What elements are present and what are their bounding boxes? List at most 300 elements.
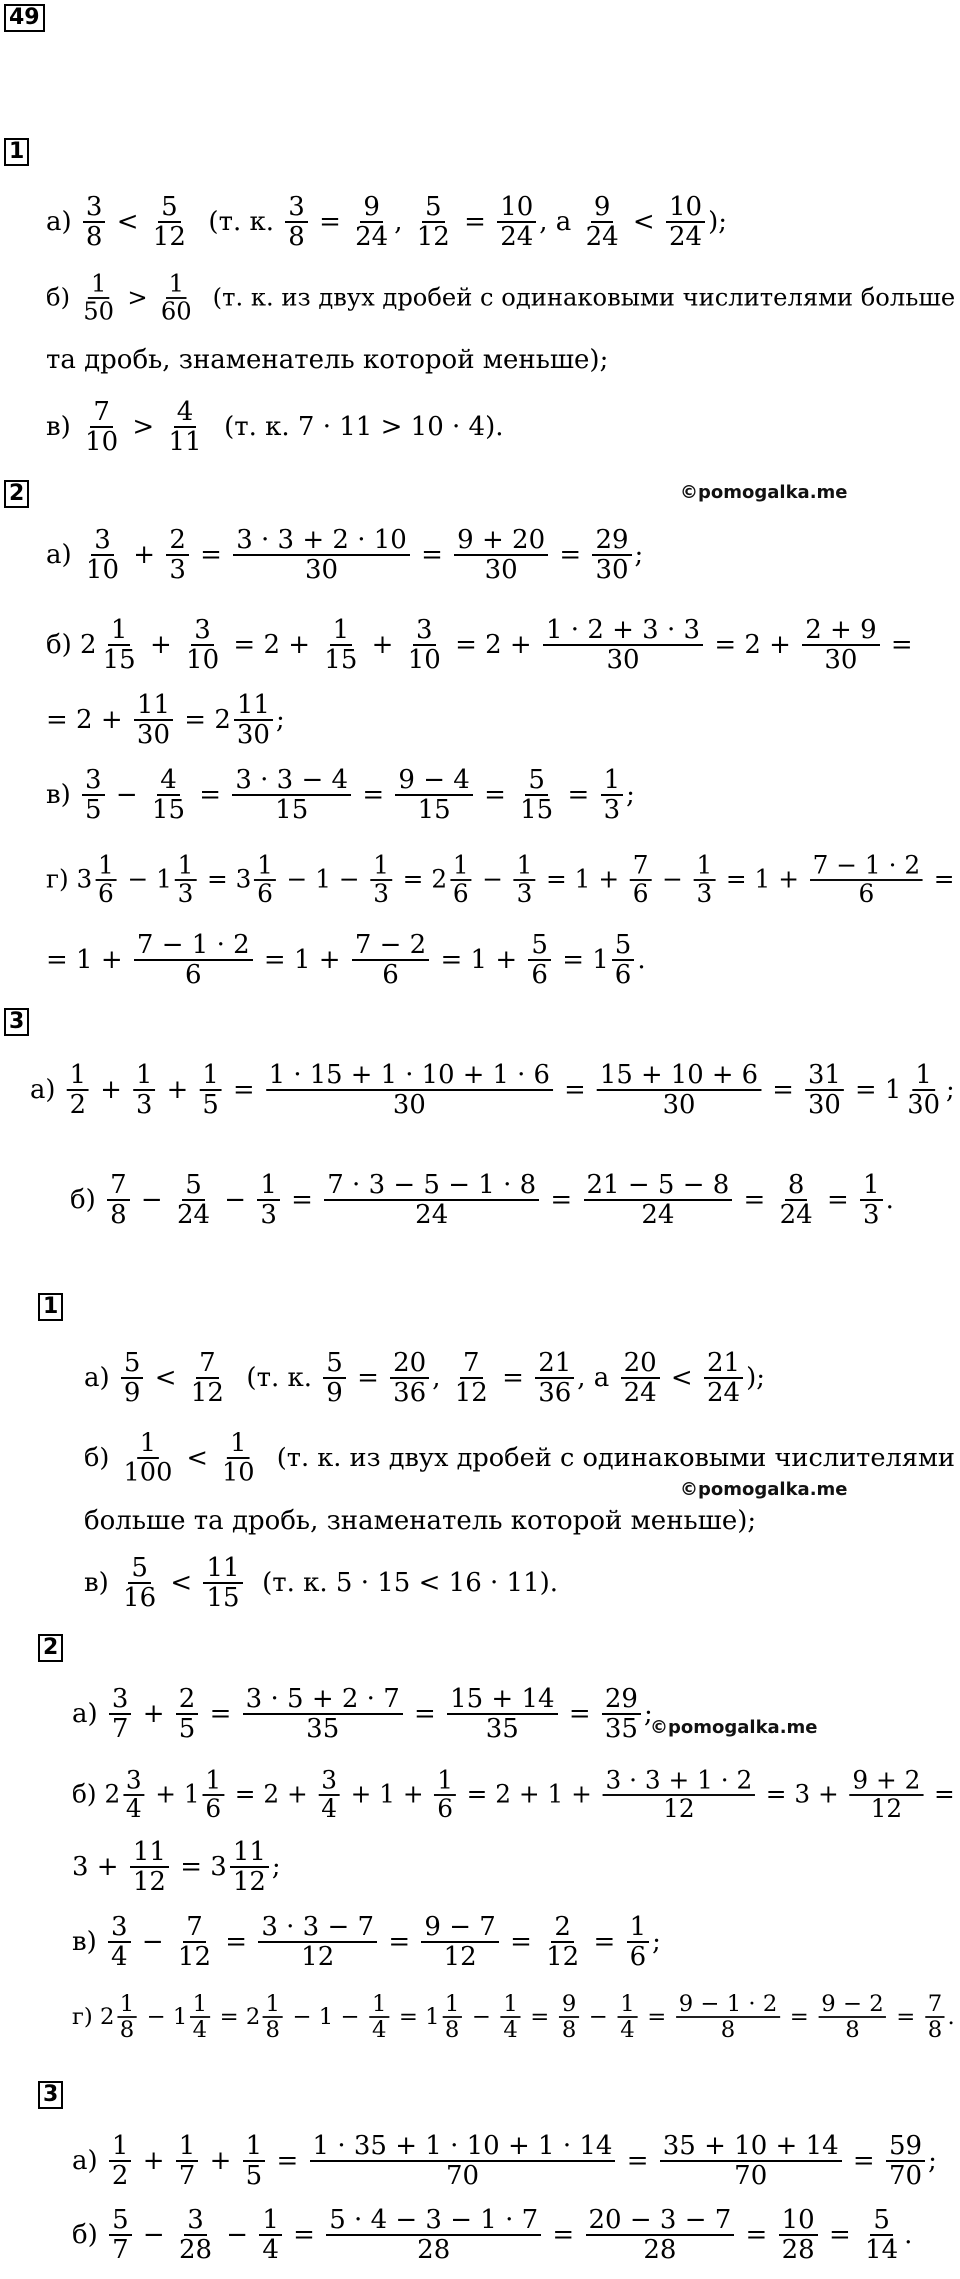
fraction-denominator: 15: [275, 795, 309, 825]
fraction-numerator: 7: [925, 1992, 945, 2018]
fraction-numerator: 1: [514, 852, 536, 881]
fraction-denominator: 7: [178, 2161, 196, 2191]
fraction-numerator: 1 · 15 + 1 · 10 + 1 · 6: [266, 1061, 553, 1091]
math-text: .: [637, 945, 646, 975]
fraction-denominator: 6: [614, 960, 632, 990]
math-text: =: [380, 1927, 419, 1957]
fraction-denominator: 4: [125, 1795, 142, 1824]
fraction: [109, 2132, 132, 2190]
math-text: ,: [432, 1363, 449, 1393]
fraction: [583, 193, 622, 251]
fraction-denominator: 6: [98, 880, 114, 909]
math-text: (т. к. 5 · 15 < 16 · 11).: [245, 1568, 559, 1598]
fraction-denominator: 10: [186, 645, 220, 675]
math-line: [84, 1428, 955, 1487]
fraction: [514, 852, 536, 907]
math-text: =: [475, 780, 515, 810]
math-text: − 1 −: [278, 865, 368, 895]
fraction-denominator: 8: [720, 2017, 736, 2044]
fraction: [230, 1838, 269, 1896]
fraction-numerator: 31: [805, 1061, 844, 1091]
fraction: [266, 1061, 553, 1119]
fraction: [528, 931, 551, 989]
math-text: б) 2: [46, 630, 97, 660]
fraction-numerator: 21: [535, 1349, 574, 1379]
fraction-numerator: 3 · 5 + 2 · 7: [243, 1685, 403, 1715]
fraction: [390, 1349, 429, 1407]
fraction-numerator: 1: [203, 1767, 224, 1796]
math-line: [46, 690, 285, 750]
math-text: =: [284, 2220, 324, 2250]
fraction-numerator: 7: [183, 1913, 206, 1943]
fraction-denominator: 15: [324, 645, 358, 675]
fraction: [150, 193, 189, 251]
math-line: [72, 1766, 955, 1823]
fraction: [621, 1349, 660, 1407]
fraction: [285, 193, 308, 251]
fraction-numerator: 7: [107, 1171, 130, 1201]
fraction-denominator: 12: [132, 1867, 166, 1897]
math-line: [72, 2131, 937, 2191]
math-text: =: [310, 207, 350, 237]
fraction: [121, 1429, 176, 1486]
fraction-denominator: 12: [177, 1942, 212, 1972]
math-line: [84, 1553, 558, 1613]
fraction-denominator: 7: [111, 1714, 129, 1744]
fraction: [535, 1349, 574, 1407]
fraction-numerator: 1: [434, 1767, 455, 1796]
fraction-denominator: 24: [355, 222, 389, 252]
fraction-numerator: 2: [176, 1685, 199, 1715]
math-text: =: [888, 2003, 923, 2031]
math-text: + 1 +: [342, 1780, 432, 1810]
math-text: =: [348, 1363, 388, 1393]
fraction-denominator: 36: [393, 1378, 427, 1408]
fraction-numerator: 5 · 4 − 3 − 1 · 7: [326, 2206, 541, 2236]
task-number-box: 1: [4, 138, 29, 166]
fraction-denominator: 6: [632, 880, 649, 909]
fraction: [370, 852, 392, 907]
math-text: г) 2: [72, 2003, 115, 2031]
fraction: [234, 691, 273, 749]
math-text: <: [178, 1443, 217, 1473]
math-text: = 3: [171, 1852, 227, 1882]
math-text: = 1: [553, 945, 609, 975]
fraction-denominator: 14: [865, 2235, 899, 2265]
fraction-denominator: 4: [111, 1942, 128, 1972]
fraction-numerator: 9 − 7: [421, 1913, 498, 1943]
fraction-denominator: 8: [265, 2017, 281, 2044]
fraction-numerator: 3: [184, 2206, 207, 2236]
fraction-denominator: 15: [417, 795, 451, 825]
fraction-numerator: 4: [157, 766, 180, 796]
fraction: [117, 1992, 137, 2043]
fraction-denominator: 2: [69, 1090, 87, 1120]
math-text: =: [618, 2146, 657, 2176]
fraction-denominator: 36: [538, 1378, 572, 1408]
fraction-numerator: 9 − 2: [819, 1992, 887, 2018]
fraction-denominator: 4: [620, 2017, 635, 2044]
fraction-numerator: 1: [263, 1992, 283, 2018]
fraction-numerator: 1: [254, 852, 276, 881]
fraction: [134, 691, 173, 749]
fraction-numerator: 3: [109, 1685, 132, 1715]
fraction-numerator: 7: [460, 1349, 483, 1379]
fraction: [80, 271, 116, 325]
fraction: [310, 2132, 616, 2190]
math-text: = 1 +: [718, 865, 807, 895]
fraction: [257, 1171, 280, 1229]
math-text: =: [844, 2146, 883, 2176]
math-line: [46, 525, 643, 585]
math-text: = 1: [391, 2003, 440, 2031]
fraction: [232, 766, 351, 824]
math-text: = 1 +: [46, 945, 131, 975]
task-number-box: 2: [4, 480, 29, 508]
fraction: [805, 1061, 844, 1119]
math-text: = 2 + 1 +: [458, 1780, 600, 1810]
math-text: =: [523, 2003, 557, 2031]
fraction-numerator: 1: [912, 1061, 934, 1091]
math-text: в): [46, 412, 80, 442]
math-text: =: [551, 540, 590, 570]
math-text: ;: [928, 2146, 937, 2176]
math-text: =: [405, 1699, 445, 1729]
math-text: =: [282, 1185, 322, 1215]
math-line: [46, 192, 727, 252]
fraction-denominator: 50: [83, 298, 115, 326]
fraction: [82, 766, 105, 824]
fraction: [618, 1992, 638, 2043]
fraction: [158, 271, 194, 325]
fraction-numerator: 1: [88, 271, 109, 299]
fraction: [501, 1992, 521, 2043]
fraction: [165, 398, 204, 456]
math-text: = 1 +: [538, 865, 627, 895]
fraction: [219, 1429, 258, 1486]
fraction-denominator: 8: [119, 2017, 135, 2044]
fraction-denominator: 3: [177, 880, 194, 909]
math-text: (т. к. 7 · 11 > 10 · 4).: [207, 412, 504, 442]
math-text: ;: [271, 1852, 281, 1882]
fraction-numerator: 7 − 1 · 2: [134, 931, 253, 961]
math-text: 3 +: [72, 1852, 127, 1882]
math-text: = 2 +: [226, 1780, 316, 1810]
fraction-denominator: 28: [417, 2235, 451, 2265]
fraction-numerator: 1: [109, 2132, 132, 2162]
math-text: − 1 −: [285, 2003, 367, 2031]
fraction-denominator: 8: [845, 2017, 860, 2044]
math-text: б): [46, 284, 78, 312]
math-text: =: [412, 540, 452, 570]
fraction-denominator: 24: [707, 1378, 741, 1408]
math-text: −: [218, 2220, 257, 2250]
fraction: [326, 2206, 541, 2264]
math-text: =: [224, 1075, 263, 1105]
fraction-denominator: 10: [85, 555, 120, 585]
math-line: [72, 1684, 653, 1744]
math-text: − 1: [139, 2003, 188, 2031]
math-text: + 1: [147, 1780, 200, 1810]
fraction-denominator: 6: [629, 1942, 647, 1972]
math-text: ;: [643, 1699, 653, 1729]
fraction-numerator: 11: [134, 691, 173, 721]
math-text: =: [268, 2146, 307, 2176]
fraction: [414, 193, 453, 251]
fraction-denominator: 24: [669, 222, 703, 252]
fraction: [254, 852, 276, 907]
math-text: +: [134, 1699, 173, 1729]
math-line: [46, 765, 635, 825]
fraction-denominator: 30: [808, 1090, 841, 1120]
fraction-numerator: 5: [182, 1171, 205, 1201]
fraction-denominator: 3: [260, 1200, 277, 1230]
math-text: <: [162, 1568, 201, 1598]
fraction-numerator: 20: [621, 1349, 660, 1379]
fraction-numerator: 5: [128, 1554, 151, 1584]
fraction-numerator: 3: [83, 193, 106, 223]
fraction-numerator: 1: [860, 1171, 883, 1201]
math-text: =: [764, 1075, 803, 1105]
fraction-numerator: 3 · 3 + 1 · 2: [603, 1767, 755, 1796]
fraction-numerator: 9 − 4: [395, 766, 472, 796]
fraction-denominator: 35: [604, 1714, 638, 1744]
fraction-denominator: 24: [641, 1200, 675, 1230]
fraction-numerator: 3 · 3 − 7: [258, 1913, 377, 1943]
math-text: +: [363, 630, 402, 660]
fraction: [323, 1349, 346, 1407]
fraction-numerator: 7: [630, 852, 652, 881]
math-text: −: [464, 2003, 499, 2031]
fraction: [369, 1992, 389, 2043]
fraction-numerator: 3 · 3 − 4: [232, 766, 351, 796]
fraction-numerator: 9 − 1 · 2: [676, 1992, 780, 2018]
fraction: [601, 766, 624, 824]
math-text: ;: [946, 1075, 955, 1105]
math-line: [46, 330, 608, 390]
fraction-denominator: 3: [603, 795, 621, 825]
fraction-numerator: 5: [109, 2206, 132, 2236]
fraction: [704, 1349, 743, 1407]
fraction-numerator: 1: [199, 1061, 221, 1091]
fraction: [175, 1913, 214, 1971]
fraction-numerator: 3: [413, 616, 436, 646]
fraction-numerator: 9: [559, 1992, 579, 2018]
math-text: −: [132, 1185, 171, 1215]
math-text: = 2 +: [706, 630, 800, 660]
math-text: ;: [652, 1927, 661, 1957]
fraction-numerator: 15 + 10 + 6: [597, 1061, 761, 1091]
fraction-denominator: 30: [662, 1090, 696, 1120]
fraction-denominator: 5: [178, 1714, 196, 1744]
fraction-denominator: 3: [169, 555, 186, 585]
math-text: <: [146, 1363, 185, 1393]
fraction-numerator: 1: [176, 2132, 199, 2162]
fraction: [82, 398, 121, 456]
fraction: [627, 1913, 650, 1971]
fraction: [676, 1992, 780, 2043]
math-line: [72, 1991, 955, 2043]
fraction-numerator: 7 · 3 − 5 − 1 · 8: [324, 1171, 539, 1201]
fraction-denominator: 6: [382, 960, 399, 990]
fraction-numerator: 35 + 10 + 14: [660, 2132, 842, 2162]
math-text: в): [46, 780, 80, 810]
fraction-denominator: 100: [123, 1458, 173, 1488]
fraction-denominator: 3: [373, 880, 390, 909]
fraction: [176, 2132, 199, 2190]
watermark: ©pomogalka.me: [680, 1479, 848, 1500]
fraction-numerator: 5: [612, 931, 635, 961]
math-text: .: [904, 2220, 913, 2250]
task-number-box: 3: [4, 1008, 29, 1036]
fraction-denominator: 24: [585, 222, 619, 252]
math-text: =: [820, 2220, 860, 2250]
fraction-numerator: 10: [779, 2206, 818, 2236]
fraction-numerator: 3: [82, 766, 105, 796]
fraction: [183, 616, 222, 674]
fraction: [233, 526, 410, 584]
fraction-numerator: 11: [130, 1838, 169, 1868]
fraction: [120, 1554, 159, 1612]
fraction-numerator: 3: [91, 526, 114, 556]
fraction-denominator: 4: [262, 2235, 279, 2265]
fraction-denominator: 5: [245, 2161, 263, 2191]
fraction-numerator: 1: [442, 1992, 462, 2018]
fraction: [447, 1685, 557, 1743]
math-line: [72, 2205, 912, 2265]
fraction-numerator: 7: [196, 1349, 219, 1379]
math-text: (т. к.: [229, 1363, 321, 1393]
task-number-box: 3: [38, 2081, 63, 2109]
fraction-numerator: 2: [551, 1913, 574, 1943]
math-text: .: [885, 1185, 894, 1215]
math-text: г) 3: [46, 865, 93, 895]
fraction: [543, 616, 703, 674]
fraction-denominator: 12: [416, 222, 450, 252]
fraction-numerator: 8: [785, 1171, 808, 1201]
fraction: [259, 2206, 282, 2264]
math-text: (т. к. из двух дробей с одинаковыми числителями больше: [197, 284, 956, 312]
fraction-numerator: 1 · 2 + 3 · 3: [543, 616, 703, 646]
fraction-denominator: 15: [520, 795, 554, 825]
fraction-denominator: 4: [371, 2017, 387, 2044]
fraction-denominator: 8: [85, 222, 103, 252]
fraction-denominator: 24: [176, 1200, 211, 1230]
math-text: );: [746, 1363, 765, 1393]
fraction-numerator: 1: [67, 1061, 89, 1091]
fraction-denominator: 12: [663, 1795, 695, 1824]
fraction: [258, 1913, 377, 1971]
math-text: б): [84, 1443, 118, 1473]
fraction-numerator: 10: [497, 193, 536, 223]
fraction-denominator: 8: [561, 2017, 577, 2044]
fraction-numerator: 1: [627, 1913, 650, 1943]
fraction-numerator: 1: [259, 2206, 282, 2236]
fraction-denominator: 6: [531, 960, 548, 990]
math-text: −: [107, 780, 146, 810]
fraction-denominator: 12: [152, 222, 186, 252]
fraction-denominator: 30: [606, 645, 640, 675]
math-text: = 1: [846, 1075, 902, 1105]
fraction-numerator: 1: [137, 1429, 159, 1459]
fraction: [586, 2206, 735, 2264]
fraction: [450, 852, 472, 907]
math-text: = 2: [394, 865, 448, 895]
fraction-numerator: 1: [175, 852, 197, 881]
fraction: [777, 1171, 816, 1229]
fraction-numerator: 1: [133, 1061, 155, 1091]
math-text: =: [455, 207, 495, 237]
fraction-denominator: 12: [443, 1942, 477, 1972]
fraction-numerator: 5: [323, 1349, 346, 1379]
fraction-numerator: 1 · 35 + 1 · 10 + 1 · 14: [310, 2132, 616, 2162]
fraction: [100, 616, 139, 674]
fraction-numerator: 3: [123, 1767, 144, 1796]
fraction: [452, 1349, 491, 1407]
math-text: =: [217, 1927, 256, 1957]
fraction: [904, 1061, 943, 1119]
page-number-box: 49: [4, 4, 45, 32]
fraction-numerator: 10: [666, 193, 705, 223]
math-text: а): [46, 207, 80, 237]
math-text: = 3: [199, 865, 252, 895]
math-text: =: [559, 780, 598, 810]
math-line: [46, 270, 955, 326]
fraction-denominator: 11: [168, 427, 202, 457]
fraction: [176, 2206, 215, 2264]
fraction-denominator: 70: [445, 2161, 480, 2191]
fraction: [559, 1992, 579, 2043]
fraction-denominator: 12: [546, 1942, 580, 1972]
fraction: [203, 1767, 224, 1822]
fraction: [107, 1171, 130, 1229]
math-text: а): [84, 1363, 118, 1393]
fraction: [263, 1992, 283, 2043]
fraction-denominator: 6: [205, 1795, 222, 1824]
fraction: [602, 1685, 641, 1743]
fraction: [243, 1685, 403, 1743]
math-text: =: [501, 1927, 541, 1957]
fraction-denominator: 30: [304, 555, 339, 585]
fraction-numerator: 1: [190, 1992, 210, 2018]
fraction-numerator: 29: [602, 1685, 641, 1715]
fraction: [324, 1171, 539, 1229]
math-text: , а: [577, 1363, 618, 1393]
fraction-numerator: 11: [203, 1554, 242, 1584]
fraction: [176, 1685, 199, 1743]
fraction: [802, 616, 879, 674]
math-text: =: [782, 2003, 817, 2031]
fraction-denominator: 28: [643, 2235, 677, 2265]
math-text: а): [72, 1699, 106, 1729]
math-text: =: [544, 2220, 583, 2250]
fraction: [421, 1913, 498, 1971]
math-text: =: [818, 1185, 858, 1215]
fraction-denominator: 30: [392, 1090, 426, 1120]
fraction-numerator: 9 + 20: [454, 526, 548, 556]
fraction: [454, 526, 548, 584]
fraction-denominator: 24: [415, 1200, 449, 1230]
math-text: ;: [275, 705, 285, 735]
fraction-numerator: 21: [704, 1349, 743, 1379]
math-text: .: [947, 2003, 955, 2031]
fraction: [405, 616, 444, 674]
math-text: , а: [539, 207, 580, 237]
fraction-denominator: 8: [444, 2017, 460, 2044]
math-text: а): [30, 1075, 64, 1105]
math-text: = 3 +: [757, 1780, 847, 1810]
math-text: =: [882, 630, 913, 660]
